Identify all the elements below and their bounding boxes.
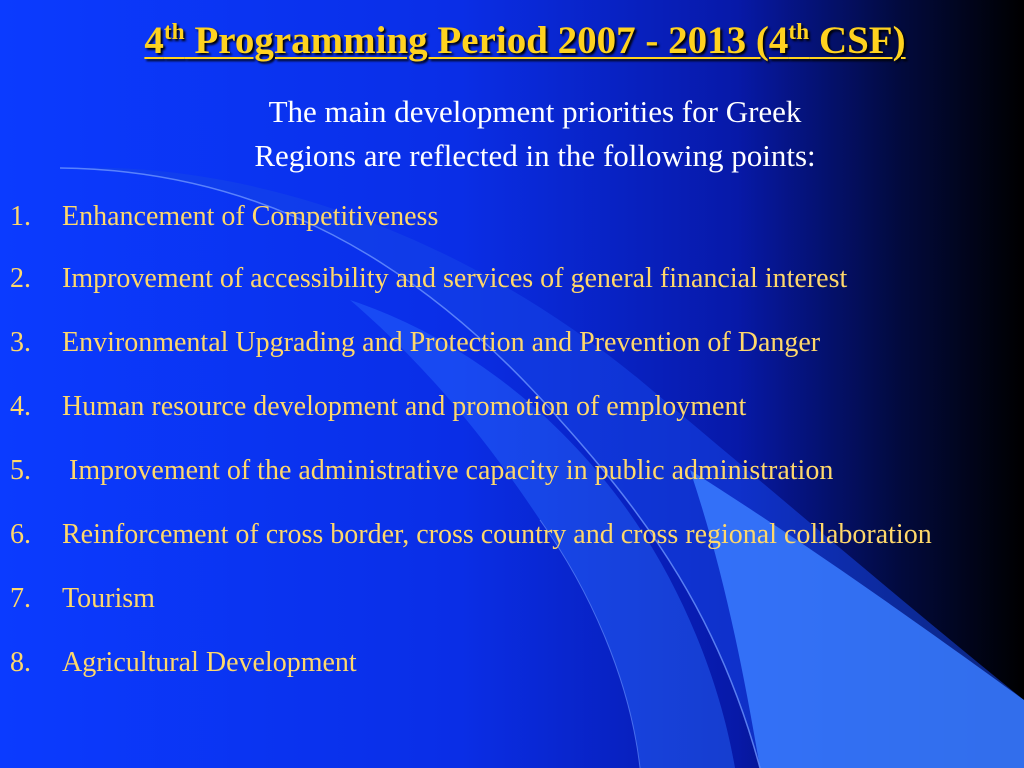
list-item-text: Environmental Upgrading and Protection and Prevention of Danger bbox=[62, 327, 821, 358]
list-item-text: Reinforcement of cross border, cross country and cross regional collaboration bbox=[62, 519, 932, 550]
list-item bbox=[0, 450, 1024, 492]
title-superscript: th bbox=[788, 19, 810, 45]
list-item-number: 5. bbox=[10, 455, 31, 486]
list-item bbox=[0, 514, 1024, 556]
list-item-number: 1. bbox=[10, 201, 31, 232]
list-item bbox=[0, 578, 1024, 620]
list-item-number: 4. bbox=[10, 391, 31, 422]
list-item bbox=[0, 642, 1024, 684]
list-item-text: Human resource development and promotion of employment bbox=[62, 391, 747, 422]
priority-list bbox=[0, 196, 1024, 706]
slide-subtitle bbox=[140, 90, 930, 178]
list-item-text: Improvement of the administrative capacity in public administration bbox=[62, 455, 834, 486]
list-item bbox=[0, 322, 1024, 364]
list-item-number: 8. bbox=[10, 647, 31, 678]
list-item-number: 6. bbox=[10, 519, 31, 550]
title-text-end: CSF) bbox=[809, 19, 906, 62]
list-item bbox=[0, 258, 1024, 300]
list-item bbox=[0, 196, 1024, 238]
subtitle-line: Regions are reflected in the following points: bbox=[254, 138, 816, 173]
list-item-number: 7. bbox=[10, 583, 31, 614]
title-text: Programming Period 2007 - 2013 (4 bbox=[184, 19, 789, 62]
title-superscript: th bbox=[163, 19, 185, 45]
list-item-text: Improvement of accessibility and services of general financial interest bbox=[62, 263, 848, 294]
list-item-text: Enhancement of Competitiveness bbox=[62, 201, 439, 232]
slide-title bbox=[0, 18, 1024, 63]
list-item-text: Agricultural Development bbox=[62, 647, 357, 678]
list-item-text: Tourism bbox=[62, 583, 155, 614]
list-item bbox=[0, 386, 1024, 428]
subtitle-line: The main development priorities for Greek bbox=[268, 94, 802, 129]
list-item-number: 2. bbox=[10, 263, 31, 294]
list-item-number: 3. bbox=[10, 327, 31, 358]
title-number: 4 bbox=[144, 19, 164, 62]
